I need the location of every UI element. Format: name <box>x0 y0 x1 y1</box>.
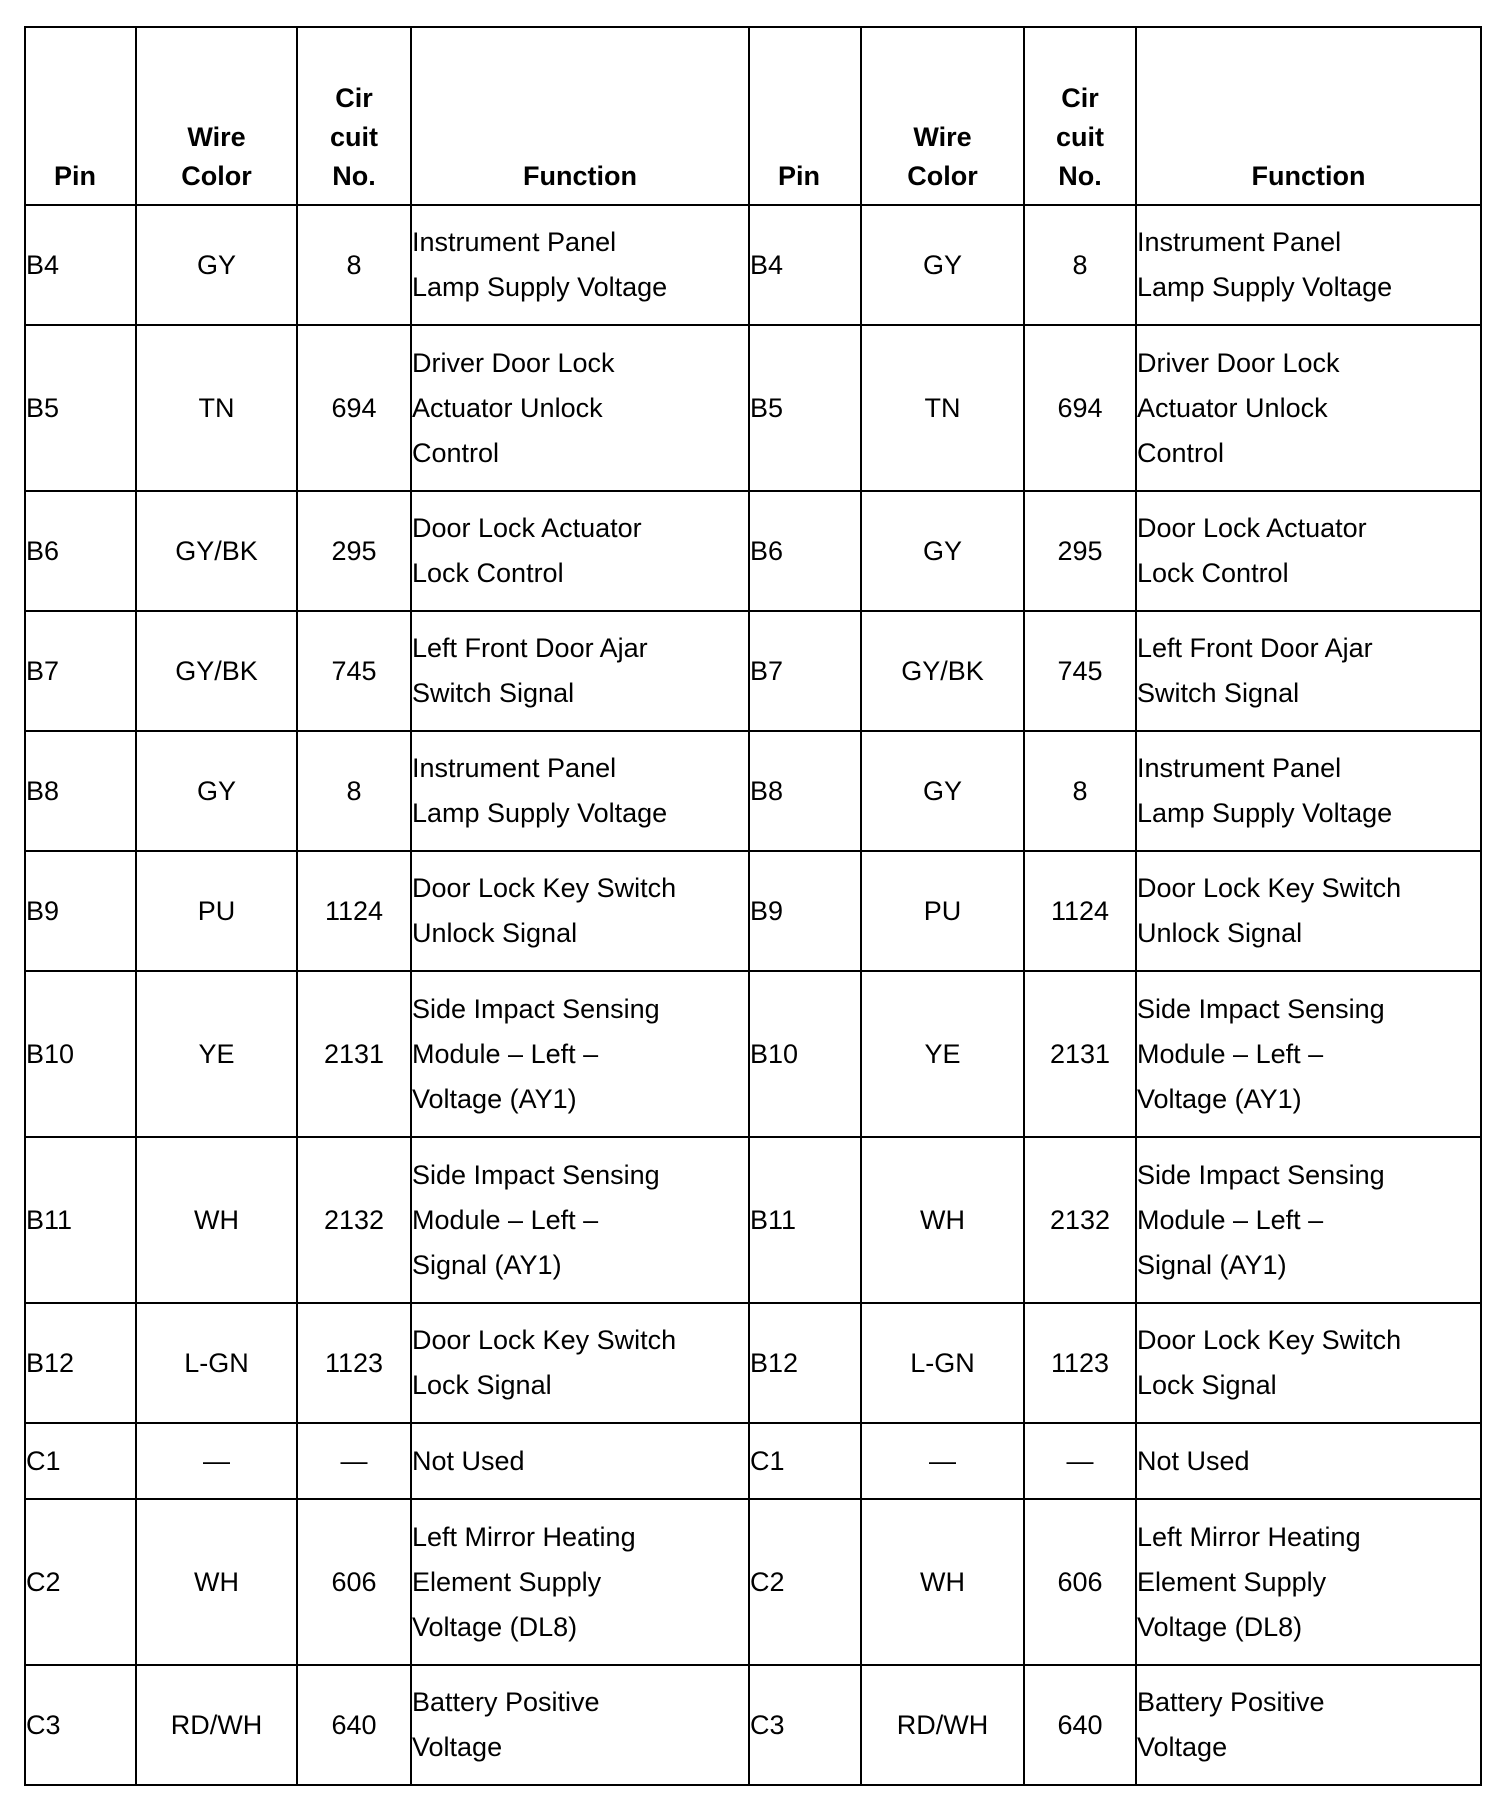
function-cell <box>411 971 749 1137</box>
function-cell <box>1136 1665 1481 1785</box>
header-row <box>25 27 1481 205</box>
header-circuit-line: No. <box>332 161 376 191</box>
function-line: Voltage <box>1137 1732 1228 1762</box>
function-cell <box>411 1303 749 1423</box>
circuit-no-cell: 1124 <box>297 851 411 971</box>
pin-cell: C1 <box>25 1423 136 1499</box>
function-line: Left Mirror Heating <box>412 1521 636 1552</box>
function-cell <box>1136 731 1481 851</box>
circuit-no-cell: 2131 <box>1024 971 1136 1137</box>
function-line: Battery Positive <box>1137 1687 1325 1717</box>
table-row <box>25 205 1481 325</box>
function-line: Side Impact Sensing <box>1137 1159 1385 1190</box>
function-line: Lock Control <box>412 558 564 588</box>
wire-color-cell: GY/BK <box>136 611 297 731</box>
pin-cell: C2 <box>25 1499 136 1665</box>
function-line: Voltage (DL8) <box>412 1611 578 1642</box>
function-line: Control <box>412 437 500 468</box>
circuit-no-cell: 8 <box>297 731 411 851</box>
function-line: Lamp Supply Voltage <box>412 272 668 302</box>
table-row <box>25 325 1481 491</box>
header-function: Function <box>1136 27 1481 205</box>
function-line: Instrument Panel <box>412 753 617 783</box>
function-line: Switch Signal <box>1137 678 1300 708</box>
function-line: Lamp Supply Voltage <box>1137 798 1393 828</box>
function-line: Instrument Panel <box>1137 227 1342 257</box>
header-circuit-line: cuit <box>1055 122 1104 152</box>
pin-cell: B6 <box>25 491 136 611</box>
wire-color-cell: GY/BK <box>136 491 297 611</box>
function-line: Unlock Signal <box>412 918 578 948</box>
pin-cell: B11 <box>25 1137 136 1303</box>
function-line: Driver Door Lock <box>1137 347 1340 378</box>
circuit-no-cell: 2131 <box>297 971 411 1137</box>
function-cell <box>411 491 749 611</box>
pin-cell: C3 <box>25 1665 136 1785</box>
function-line: Door Lock Key Switch <box>1137 873 1402 903</box>
function-line: Voltage <box>412 1732 503 1762</box>
circuit-no-cell: 694 <box>297 325 411 491</box>
header-function: Function <box>411 27 749 205</box>
wire-color-cell: WH <box>861 1499 1024 1665</box>
circuit-no-cell: — <box>1024 1423 1136 1499</box>
circuit-no-cell: 2132 <box>1024 1137 1136 1303</box>
function-line: Control <box>1137 437 1225 468</box>
function-line: Door Lock Key Switch <box>412 873 677 903</box>
function-cell <box>1136 1423 1481 1499</box>
function-line: Voltage (AY1) <box>1137 1083 1302 1114</box>
wire-color-cell: PU <box>136 851 297 971</box>
function-line: Instrument Panel <box>412 227 617 257</box>
function-cell <box>1136 971 1481 1137</box>
pin-cell: B5 <box>749 325 861 491</box>
circuit-no-cell: 8 <box>297 205 411 325</box>
function-cell <box>411 1499 749 1665</box>
function-cell <box>411 731 749 851</box>
function-cell <box>411 1423 749 1499</box>
circuit-no-cell: 745 <box>297 611 411 731</box>
function-line: Lamp Supply Voltage <box>412 798 668 828</box>
pin-cell: B11 <box>749 1137 861 1303</box>
header-circuit-line: Cir <box>1061 83 1099 113</box>
pin-cell: C3 <box>749 1665 861 1785</box>
circuit-no-cell: 2132 <box>297 1137 411 1303</box>
function-line: Side Impact Sensing <box>1137 993 1385 1024</box>
function-line: Voltage (DL8) <box>1137 1611 1303 1642</box>
circuit-no-cell: 8 <box>1024 205 1136 325</box>
function-cell <box>411 1665 749 1785</box>
function-cell <box>411 611 749 731</box>
function-line: Lock Signal <box>412 1370 552 1400</box>
connector-pinout-table <box>24 26 1482 1786</box>
function-line: Instrument Panel <box>1137 753 1342 783</box>
function-line: Door Lock Actuator <box>1137 513 1367 543</box>
circuit-no-cell: 295 <box>1024 491 1136 611</box>
pin-cell: B10 <box>25 971 136 1137</box>
function-line: Lamp Supply Voltage <box>1137 272 1393 302</box>
function-line: Not Used <box>412 1445 525 1476</box>
circuit-no-cell: 745 <box>1024 611 1136 731</box>
pin-cell: B7 <box>25 611 136 731</box>
table-row <box>25 1423 1481 1499</box>
function-line: Unlock Signal <box>1137 918 1303 948</box>
table-row <box>25 971 1481 1137</box>
header-pin: Pin <box>749 27 861 205</box>
circuit-no-cell: — <box>297 1423 411 1499</box>
table-row <box>25 731 1481 851</box>
circuit-no-cell: 8 <box>1024 731 1136 851</box>
header-circuit-line: Cir <box>335 83 373 113</box>
function-cell <box>411 1137 749 1303</box>
pin-cell: B5 <box>25 325 136 491</box>
wire-color-cell: — <box>136 1423 297 1499</box>
table-row <box>25 491 1481 611</box>
function-line: Actuator Unlock <box>1137 392 1328 423</box>
header-circuit-no <box>1024 27 1136 205</box>
wire-color-cell: WH <box>861 1137 1024 1303</box>
wire-color-cell: TN <box>136 325 297 491</box>
header-wire-color-line: Wire <box>913 122 972 152</box>
table-row <box>25 1499 1481 1665</box>
pin-cell: C2 <box>749 1499 861 1665</box>
function-line: Element Supply <box>1137 1566 1327 1597</box>
pin-cell: B7 <box>749 611 861 731</box>
pin-cell: C1 <box>749 1423 861 1499</box>
function-cell <box>1136 851 1481 971</box>
circuit-no-cell: 606 <box>297 1499 411 1665</box>
function-cell <box>1136 1499 1481 1665</box>
function-cell <box>411 205 749 325</box>
wire-color-cell: — <box>861 1423 1024 1499</box>
function-cell <box>1136 611 1481 731</box>
function-line: Door Lock Key Switch <box>1137 1325 1402 1355</box>
header-circuit-line: cuit <box>329 122 378 152</box>
header-wire-color-line: Color <box>181 161 252 191</box>
function-line: Lock Control <box>1137 558 1289 588</box>
circuit-no-cell: 694 <box>1024 325 1136 491</box>
function-line: Lock Signal <box>1137 1370 1277 1400</box>
function-line: Signal (AY1) <box>1137 1249 1287 1280</box>
wire-color-cell: YE <box>861 971 1024 1137</box>
pin-cell: B4 <box>749 205 861 325</box>
connector-pinout-table-wrapper <box>24 26 1480 1786</box>
function-cell <box>411 851 749 971</box>
wire-color-cell: WH <box>136 1499 297 1665</box>
pin-cell: B9 <box>25 851 136 971</box>
circuit-no-cell: 295 <box>297 491 411 611</box>
wire-color-cell: PU <box>861 851 1024 971</box>
pin-cell: B12 <box>25 1303 136 1423</box>
header-circuit-no <box>297 27 411 205</box>
table-row <box>25 1665 1481 1785</box>
header-pin: Pin <box>25 27 136 205</box>
circuit-no-cell: 1123 <box>297 1303 411 1423</box>
pin-cell: B12 <box>749 1303 861 1423</box>
wire-color-cell: WH <box>136 1137 297 1303</box>
wire-color-cell: RD/WH <box>136 1665 297 1785</box>
function-cell <box>1136 205 1481 325</box>
function-line: Module – Left – <box>412 1204 599 1235</box>
function-line: Left Front Door Ajar <box>412 633 648 663</box>
header-circuit-line: No. <box>1058 161 1102 191</box>
function-line: Battery Positive <box>412 1687 600 1717</box>
wire-color-cell: GY <box>861 731 1024 851</box>
wire-color-cell: TN <box>861 325 1024 491</box>
wire-color-cell: L-GN <box>136 1303 297 1423</box>
table-row <box>25 611 1481 731</box>
function-line: Signal (AY1) <box>412 1249 562 1280</box>
header-wire-color-line: Color <box>907 161 978 191</box>
function-cell <box>411 325 749 491</box>
pin-cell: B6 <box>749 491 861 611</box>
function-line: Side Impact Sensing <box>412 993 660 1024</box>
wire-color-cell: GY/BK <box>861 611 1024 731</box>
function-line: Side Impact Sensing <box>412 1159 660 1190</box>
circuit-no-cell: 1123 <box>1024 1303 1136 1423</box>
wire-color-cell: RD/WH <box>861 1665 1024 1785</box>
header-wire-color-line: Wire <box>187 122 246 152</box>
function-line: Not Used <box>1137 1445 1250 1476</box>
wire-color-cell: GY <box>136 205 297 325</box>
circuit-no-cell: 640 <box>1024 1665 1136 1785</box>
circuit-no-cell: 640 <box>297 1665 411 1785</box>
pin-cell: B8 <box>749 731 861 851</box>
pin-cell: B8 <box>25 731 136 851</box>
function-cell <box>1136 491 1481 611</box>
function-line: Module – Left – <box>1137 1204 1324 1235</box>
wire-color-cell: GY <box>861 205 1024 325</box>
wire-color-cell: L-GN <box>861 1303 1024 1423</box>
function-cell <box>1136 1137 1481 1303</box>
function-line: Module – Left – <box>1137 1038 1324 1069</box>
function-line: Left Mirror Heating <box>1137 1521 1361 1552</box>
function-line: Module – Left – <box>412 1038 599 1069</box>
function-line: Door Lock Key Switch <box>412 1325 677 1355</box>
wire-color-cell: GY <box>136 731 297 851</box>
function-cell <box>1136 325 1481 491</box>
wire-color-cell: GY <box>861 491 1024 611</box>
table-row <box>25 1137 1481 1303</box>
header-wire-color <box>136 27 297 205</box>
table-row <box>25 1303 1481 1423</box>
pin-cell: B9 <box>749 851 861 971</box>
function-cell <box>1136 1303 1481 1423</box>
pin-cell: B10 <box>749 971 861 1137</box>
circuit-no-cell: 606 <box>1024 1499 1136 1665</box>
function-line: Driver Door Lock <box>412 347 615 378</box>
wire-color-cell: YE <box>136 971 297 1137</box>
function-line: Door Lock Actuator <box>412 513 642 543</box>
header-wire-color <box>861 27 1024 205</box>
table-row <box>25 851 1481 971</box>
function-line: Switch Signal <box>412 678 575 708</box>
table-body <box>25 205 1481 1785</box>
function-line: Element Supply <box>412 1566 602 1597</box>
function-line: Left Front Door Ajar <box>1137 633 1373 663</box>
circuit-no-cell: 1124 <box>1024 851 1136 971</box>
function-line: Actuator Unlock <box>412 392 603 423</box>
function-line: Voltage (AY1) <box>412 1083 577 1114</box>
pin-cell: B4 <box>25 205 136 325</box>
